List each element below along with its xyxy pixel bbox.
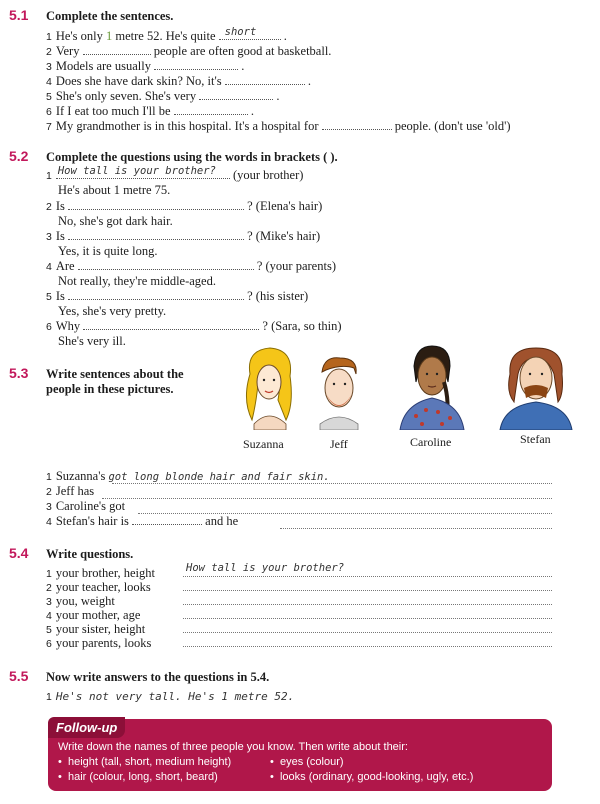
exercise-5-4-item-1: 1 your brother, height: [46, 566, 155, 580]
exercise-5-2-response-5: Yes, she's very pretty.: [58, 304, 167, 318]
exercise-5-2-response-3: Yes, it is quite long.: [58, 244, 158, 258]
exercise-5-2-item-3: 3 Is ? (Mike's hair): [46, 229, 321, 243]
follow-up-bullet-4: • looks (ordinary, good-looking, ugly, etc.): [270, 771, 474, 783]
handwritten-answer-5-4-1: How tall is your brother?: [186, 562, 345, 574]
follow-up-bullet-2: • hair (colour, long, short, beard): [58, 771, 218, 783]
section-title-5-3-line-1: Write sentences about the: [46, 367, 184, 381]
section-title-5-4: Write questions.: [46, 547, 134, 561]
caption-caroline: Caroline: [410, 435, 452, 449]
answer-line-5-4-2[interactable]: [183, 590, 552, 591]
answer-blank[interactable]: [68, 239, 244, 240]
answer-line-5-4-5[interactable]: [183, 632, 552, 633]
exercise-5-3-item-1: 1 Suzanna's got long blonde hair and fair skin.: [46, 469, 330, 483]
follow-up-instruction: Write down the names of three people you know. Then write about their:: [58, 741, 408, 753]
caption-stefan: Stefan: [520, 432, 551, 446]
answer-blank[interactable]: [174, 114, 248, 115]
exercise-5-1-item-5: 5 She's only seven. She's very .: [46, 89, 280, 103]
exercise-5-4-item-6: 6 your parents, looks: [46, 636, 152, 650]
answer-blank[interactable]: [68, 209, 244, 210]
section-title-5-3-line-2: people in these pictures.: [46, 382, 174, 396]
answer-blank[interactable]: [225, 84, 305, 85]
exercise-5-3-item-3: 3 Caroline's got: [46, 499, 126, 513]
exercise-5-1-item-4: 4 Does she have dark skin? No, it's .: [46, 74, 311, 88]
exercise-5-4-item-2: 2 your teacher, looks: [46, 580, 151, 594]
section-number-5-4: 5.4: [9, 545, 29, 561]
exercise-5-1-item-1: 1 He's only 1 metre 52. He's quite short .: [46, 26, 287, 43]
answer-blank[interactable]: [83, 329, 259, 330]
suzanna-illustration: [236, 344, 302, 430]
answer-line-5-4-4[interactable]: [183, 618, 552, 619]
exercise-5-5-item-1: 1 He's not very tall. He's 1 metre 52.: [46, 690, 295, 703]
exercise-5-1-item-3: 3 Models are usually .: [46, 59, 245, 73]
answer-line-5-3-2[interactable]: [102, 498, 552, 499]
answer-line-5-4-6[interactable]: [183, 646, 552, 647]
exercise-5-2-item-1: 1 How tall is your brother? (your brother): [46, 165, 304, 182]
exercise-5-2-response-6: She's very ill.: [58, 334, 126, 348]
answer-blank[interactable]: How tall is your brother?: [56, 178, 230, 179]
section-number-5-5: 5.5: [9, 668, 29, 684]
exercise-5-3-item-2: 2 Jeff has: [46, 484, 95, 498]
section-number-5-1: 5.1: [9, 7, 29, 23]
follow-up-bullet-1: • height (tall, short, medium height): [58, 756, 232, 768]
answer-blank[interactable]: [154, 69, 238, 70]
caroline-illustration: [394, 342, 470, 430]
follow-up-tab: Follow-up: [48, 717, 125, 738]
exercise-5-2-item-5: 5 Is ? (his sister): [46, 289, 309, 303]
jeff-illustration: [314, 354, 364, 430]
answer-line-5-4-3[interactable]: [183, 604, 552, 605]
answer-blank[interactable]: [68, 299, 244, 300]
section-title-5-2: Complete the questions using the words in brackets ( ).: [46, 150, 338, 164]
answer-blank[interactable]: short: [219, 39, 281, 40]
answer-blank[interactable]: [83, 54, 151, 55]
exercise-5-4-item-4: 4 your mother, age: [46, 608, 141, 622]
follow-up-box: [48, 719, 552, 791]
section-number-5-3: 5.3: [9, 365, 29, 381]
exercise-5-2-response-2: No, she's got dark hair.: [58, 214, 173, 228]
exercise-5-2-item-4: 4 Are ? (your parents): [46, 259, 336, 273]
exercise-5-4-item-3: 3 you, weight: [46, 594, 115, 608]
exercise-5-1-item-2: 2 Very people are often good at basketball.: [46, 44, 332, 58]
section-title-5-5: Now write answers to the questions in 5.4.: [46, 670, 270, 684]
caption-jeff: Jeff: [330, 437, 348, 451]
exercise-5-1-item-6: 6 If I eat too much I'll be .: [46, 104, 254, 118]
answer-blank[interactable]: [78, 269, 254, 270]
section-number-5-2: 5.2: [9, 148, 29, 164]
caption-suzanna: Suzanna: [243, 437, 284, 451]
exercise-5-4-item-5: 5 your sister, height: [46, 622, 146, 636]
answer-line-5-3-1[interactable]: [112, 483, 552, 484]
exercise-5-2-item-2: 2 Is ? (Elena's hair): [46, 199, 323, 213]
answer-blank[interactable]: [132, 524, 202, 525]
exercise-5-3-item-4: 4 Stefan's hair is and he: [46, 514, 239, 528]
exercise-5-1-item-7: 7 My grandmother is in this hospital. It's a hospital for people. (don't use 'old'): [46, 119, 511, 133]
exercise-5-2-response-4: Not really, they're middle-aged.: [58, 274, 216, 288]
answer-blank[interactable]: [199, 99, 273, 100]
follow-up-bullet-3: • eyes (colour): [270, 756, 344, 768]
stefan-illustration: [498, 344, 574, 430]
exercise-5-2-response-1: He's about 1 metre 75.: [58, 183, 171, 197]
exercise-5-2-item-6: 6 Why ? (Sara, so thin): [46, 319, 342, 333]
section-title-5-1: Complete the sentences.: [46, 9, 174, 23]
answer-blank[interactable]: [322, 129, 392, 130]
answer-line-5-3-4[interactable]: [280, 528, 552, 529]
answer-line-5-4-1[interactable]: [183, 576, 552, 577]
